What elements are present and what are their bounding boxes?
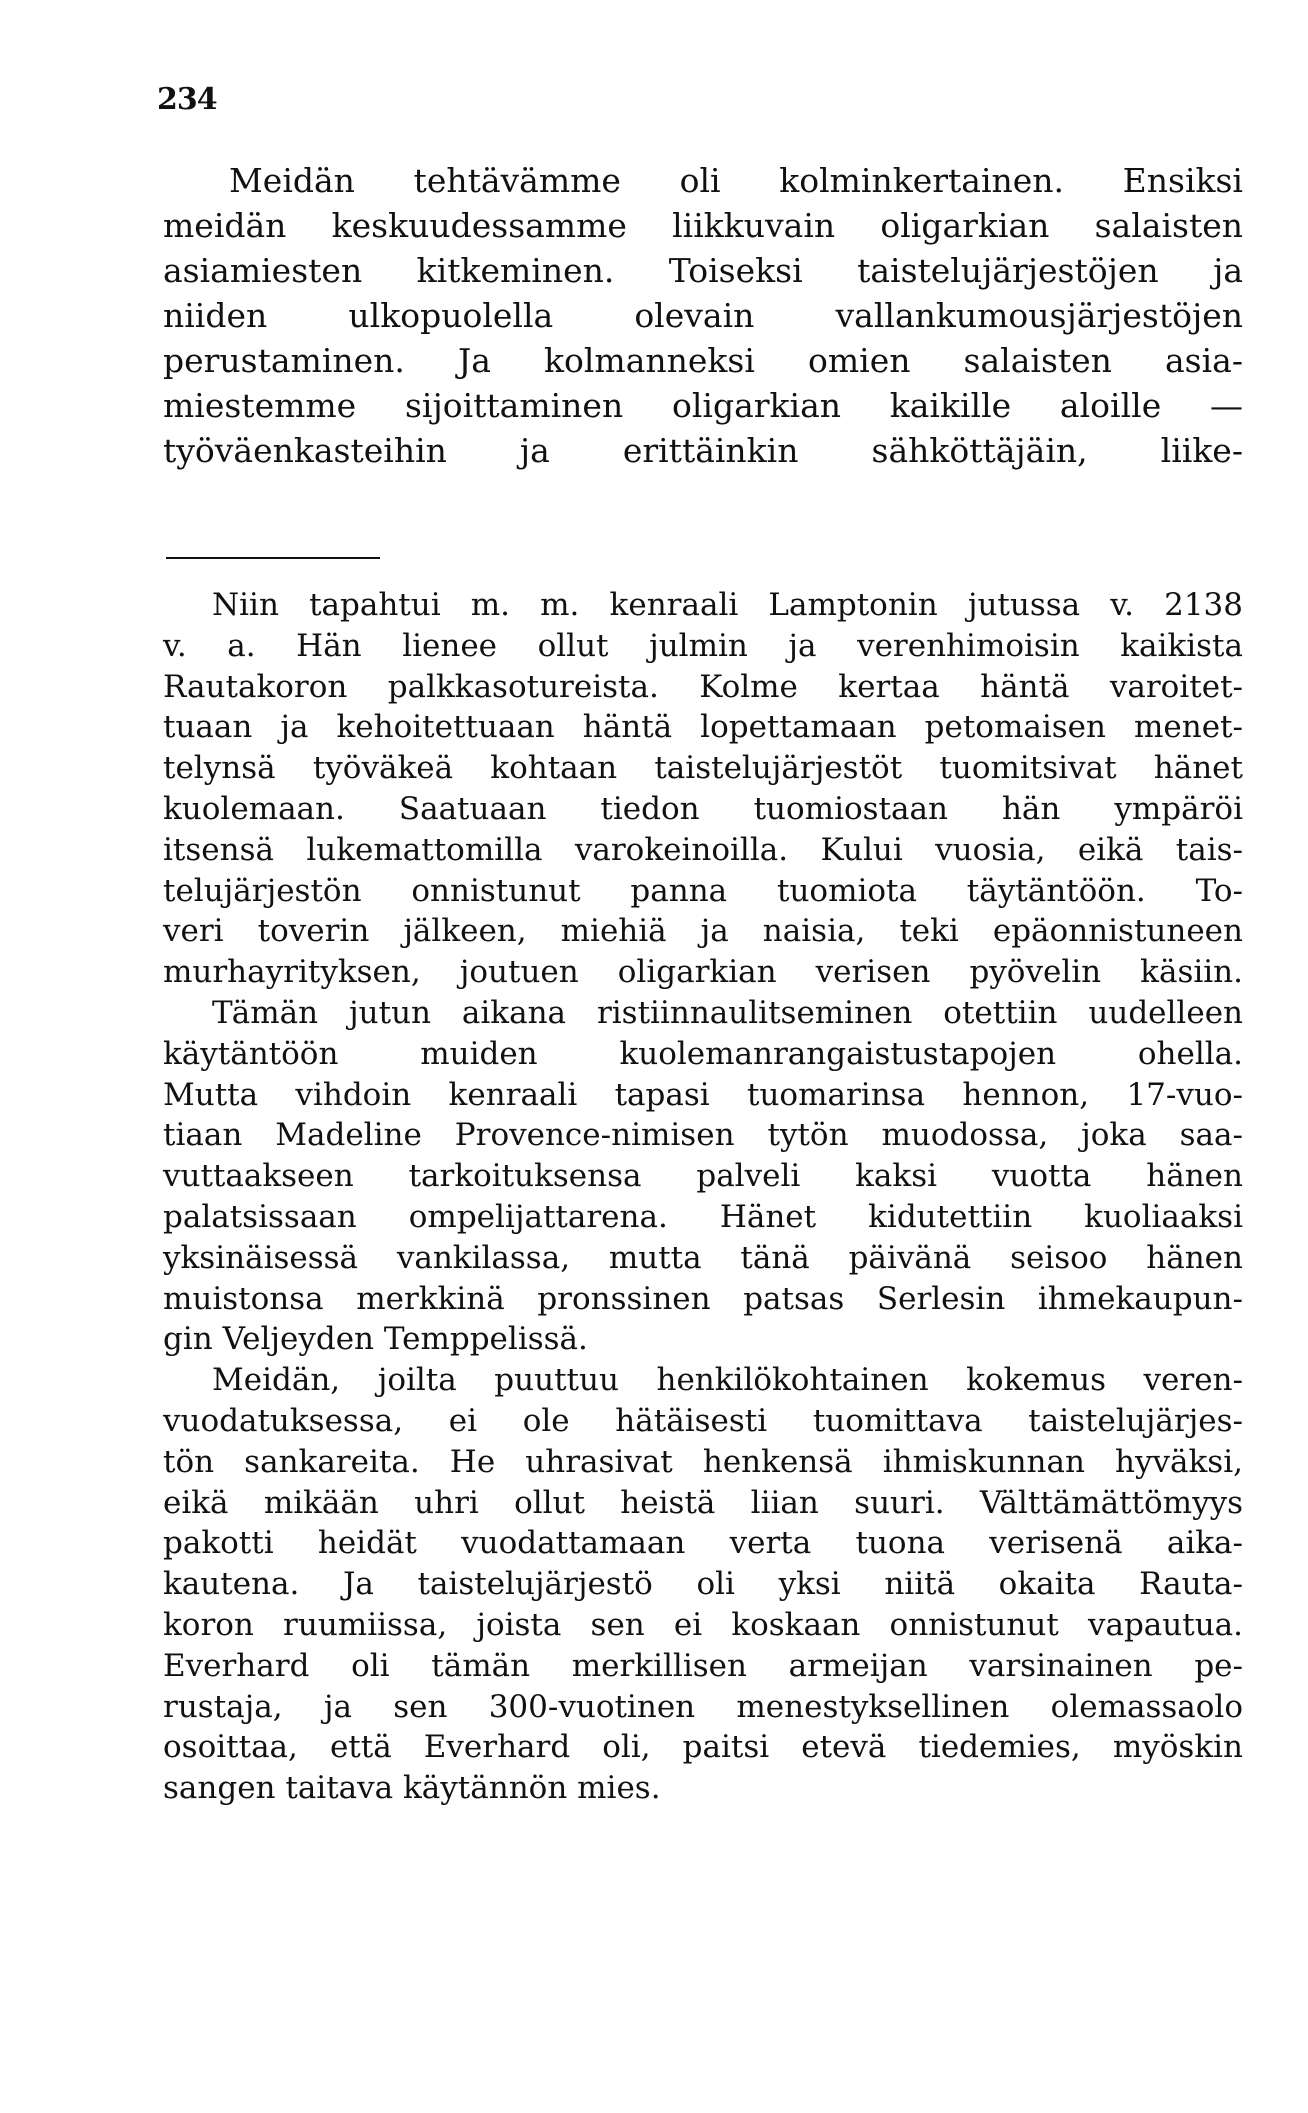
footnote-line: telujärjestön onnistunut panna tuomiota täytäntöön. To- (163, 872, 1243, 909)
text-line: niiden ulkopuolella olevain vallankumousjärjestöjen (163, 296, 1243, 335)
footnote-line: telynsä työväkeä kohtaan taistelujärjestöt tuomitsivat hänet (163, 750, 1243, 787)
footnote-line: vuttaakseen tarkoituksensa palveli kaksi vuotta hänen (163, 1158, 1243, 1195)
footnote-line: osoittaa, että Everhard oli, paitsi etevä tiedemies, myöskin (163, 1729, 1243, 1766)
footnote-line: eikä mikään uhri ollut heistä liian suuri. Välttämättömyys (163, 1484, 1243, 1521)
footnote-line: v. a. Hän lienee ollut julmin ja verenhimoisin kaikista (163, 627, 1243, 664)
footnote-line: palatsissaan ompelijattarena. Hänet kidutettiin kuoliaaksi (163, 1198, 1243, 1235)
footnote-line: vuodatuksessa, ei ole hätäisesti tuomittava taistelujärjes- (163, 1402, 1243, 1439)
footnote-line: Tämän jutun aikana ristiinnaulitseminen otettiin uudelleen (212, 994, 1243, 1031)
footnote-line: tuaan ja kehoitettuaan häntä lopettamaan petomaisen menet- (163, 709, 1243, 746)
footnote-line: tiaan Madeline Provence-nimisen tytön muodossa, joka saa- (163, 1117, 1243, 1154)
text-line: perustaminen. Ja kolmanneksi omien salaisten asia- (163, 341, 1243, 380)
footnote-line: kautena. Ja taistelujärjestö oli yksi niitä okaita Rauta- (163, 1566, 1243, 1603)
main-text (163, 158, 1243, 473)
footnote-line: Meidän, joilta puuttuu henkilökohtainen kokemus veren- (212, 1362, 1243, 1399)
text-line: miestemme sijoittaminen oligarkian kaikille aloille — (163, 386, 1243, 425)
footnote-line: Everhard oli tämän merkillisen armeijan varsinainen pe- (163, 1647, 1243, 1684)
footnote-line: käytäntöön muiden kuolemanrangaistustapojen ohella. (163, 1035, 1243, 1072)
footnote-line: itsensä lukemattomilla varokeinoilla. Kului vuosia, eikä tais- (163, 831, 1243, 868)
footnote-line: koron ruumiissa, joista sen ei koskaan onnistunut vapautua. (163, 1606, 1243, 1643)
footnote-line: gin Veljeyden Temppelissä. (163, 1321, 588, 1358)
footnote-line: Niin tapahtui m. m. kenraali Lamptonin jutussa v. 2138 (212, 587, 1243, 623)
footnote-line: muistonsa merkkinä pronssinen patsas Serlesin ihmekaupun- (163, 1280, 1243, 1317)
footnote-line: pakotti heidät vuodattamaan verta tuona verisenä aika- (163, 1525, 1243, 1562)
text-line: Meidän tehtävämme oli kolminkertainen. Ensiksi (229, 161, 1243, 200)
text-line: asiamiesten kitkeminen. Toiseksi taistelujärjestöjen ja (163, 251, 1243, 290)
page-number: 234 (157, 82, 217, 117)
footnote-line: sangen taitava käytännön mies. (163, 1770, 661, 1807)
footnote-divider (166, 557, 380, 559)
text-line: meidän keskuudessamme liikkuvain oligarkian salaisten (163, 206, 1243, 245)
footnote-line: Mutta vihdoin kenraali tapasi tuomarinsa hennon, 17-vuo- (163, 1076, 1243, 1113)
footnote-line: murhayrityksen, joutuen oligarkian verisen pyövelin käsiin. (163, 954, 1243, 991)
text-line: työväenkasteihin ja erittäinkin sähköttäjäin, liike- (163, 431, 1243, 470)
footnote-line: yksinäisessä vankilassa, mutta tänä päivänä seisoo hänen (163, 1239, 1243, 1276)
footnote-line: kuolemaan. Saatuaan tiedon tuomiostaan hän ympäröi (163, 790, 1243, 827)
footnote-line: veri toverin jälkeen, miehiä ja naisia, teki epäonnistuneen (163, 913, 1243, 950)
footnote-line: Rautakoron palkkasotureista. Kolme kertaa häntä varoitet- (163, 668, 1243, 705)
footnote-line: tön sankareita. He uhrasivat henkensä ihmiskunnan hyväksi, (163, 1443, 1243, 1480)
footnote (163, 585, 1243, 1809)
footnote-line: rustaja, ja sen 300-vuotinen menestyksellinen olemassaolo (163, 1688, 1243, 1725)
